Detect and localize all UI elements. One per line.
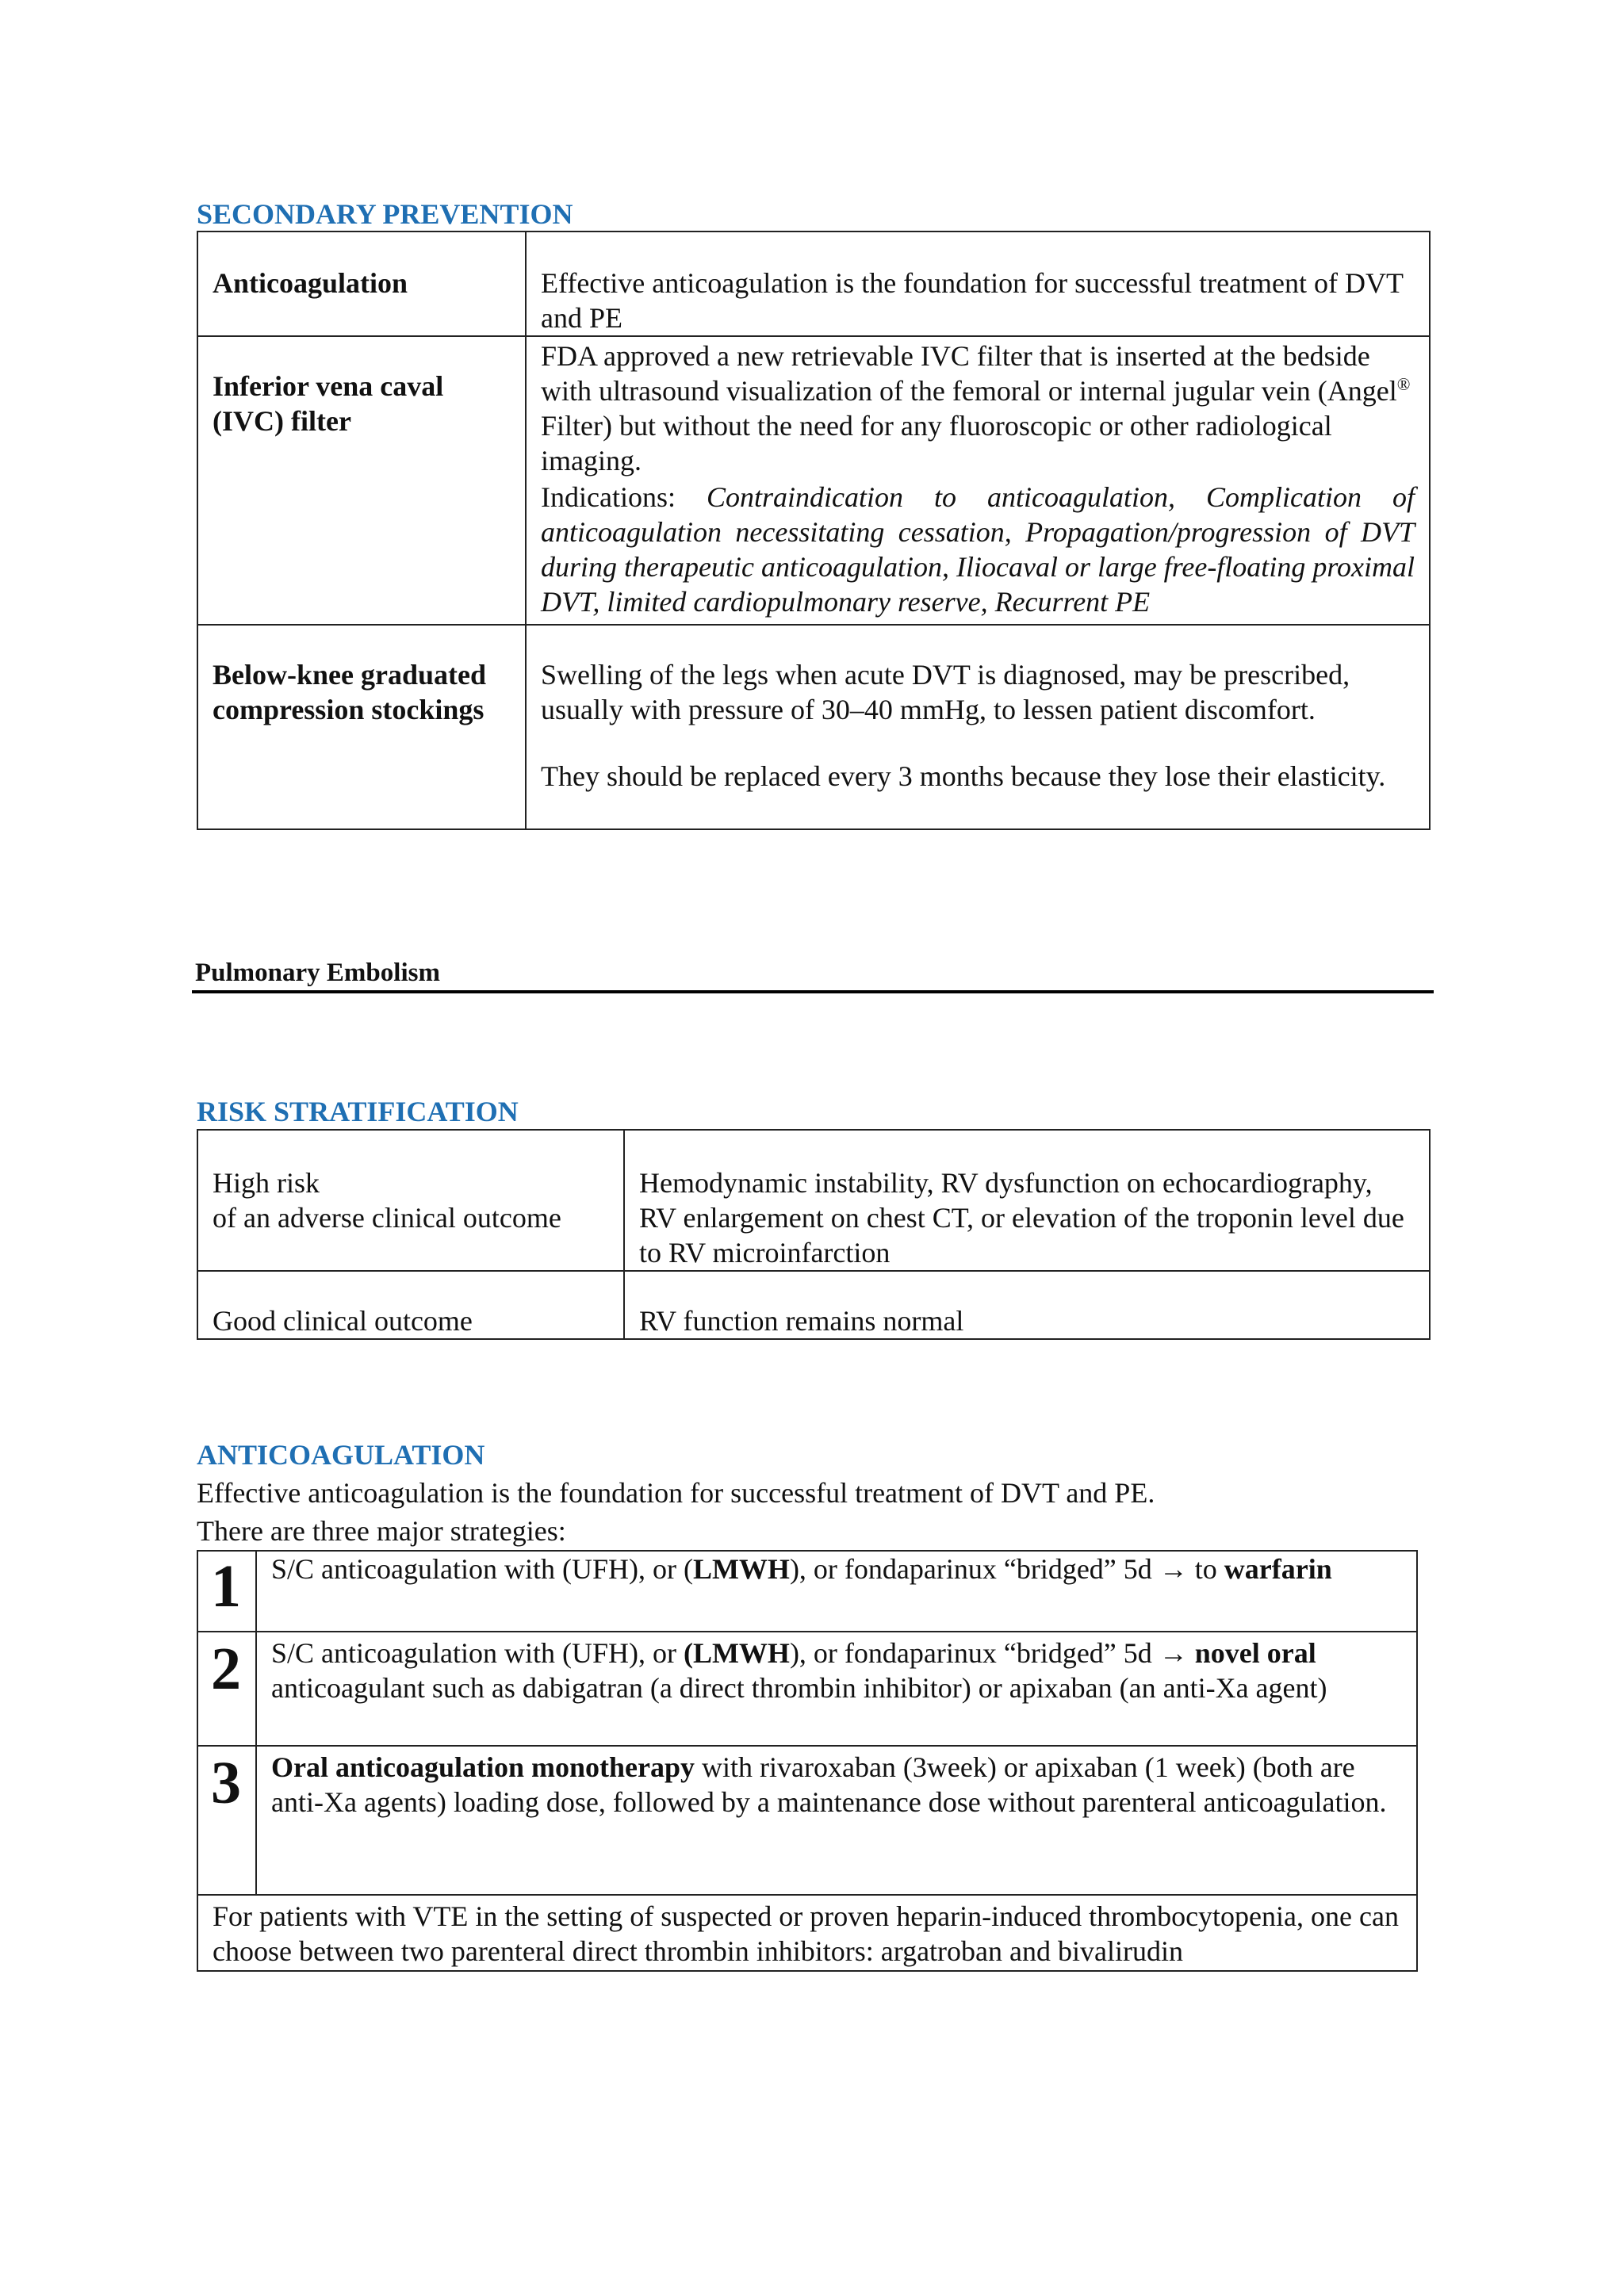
ivc-text-part: Filter) but without the need for any fluoroscopic or other radiological imaging. xyxy=(541,410,1332,476)
arrow-icon: → xyxy=(1159,1637,1188,1669)
row-label-text: Inferior vena caval (IVC) filter xyxy=(213,370,444,437)
row-text: Hemodynamic instability, RV dysfunction on echocardiography, RV enlargement on chest CT, or elevation of the troponin level due to RV microinfarction xyxy=(639,1167,1404,1269)
strategy-text-part: anticoagulant such as dabigatran (a direct thrombin inhibitor) or apixaban (an anti-Xa agent) xyxy=(271,1672,1327,1704)
footnote-row xyxy=(197,1895,1417,1971)
pulmonary-embolism-title: Pulmonary Embolism xyxy=(195,959,440,987)
strategy-text-bold: LMWH xyxy=(692,1553,790,1585)
strategy-text-bold: novel oral xyxy=(1194,1637,1316,1669)
strategy-number: 3 xyxy=(197,1746,256,1895)
anticoagulation-intro: There are three major strategies: xyxy=(197,1515,566,1547)
row-text: Swelling of the legs when acute DVT is diagnosed, may be prescribed, usually with pressure of 30–40 mmHg, to lessen patient discomfort. xyxy=(541,659,1350,725)
row-label-line: of an adverse clinical outcome xyxy=(213,1202,561,1234)
row-label-line: High risk xyxy=(213,1167,320,1199)
row-label xyxy=(197,1130,624,1271)
indications-label: Indications: xyxy=(541,481,707,513)
indications-list: Contraindication to anticoagulation, Complication of anticoagulation necessitating cessation, Propagation/progression of DVT during therapeutic anticoagulation, Iliocaval or large free-floating proximal DVT, limited cardiopulmonary reserve, Recurrent PE xyxy=(541,481,1415,618)
footnote-text xyxy=(197,1895,1417,1971)
anticoagulation-strategies-table xyxy=(197,1550,1418,1972)
row-label xyxy=(197,336,526,625)
strategy-number: 1 xyxy=(197,1551,256,1632)
row-text: RV function remains normal xyxy=(639,1305,964,1337)
ivc-text-part: FDA approved a new retrievable IVC filter that is inserted at the bedside with ultrasound visualization of the femoral or internal jugular vein (Angel xyxy=(541,340,1397,407)
strategy-text-bold: Oral anticoagulation monotherapy xyxy=(271,1751,695,1783)
section-heading-secondary-prevention: SECONDARY PREVENTION xyxy=(197,198,573,230)
row-content xyxy=(526,625,1430,829)
strategy-text-part: S/C anticoagulation with (UFH), or ( xyxy=(271,1553,693,1585)
row-content xyxy=(526,232,1430,336)
row-label-text: Anticoagulation xyxy=(213,267,408,299)
registered-mark: ® xyxy=(1396,374,1411,394)
ivc-filter-description xyxy=(541,339,1415,478)
row-content xyxy=(624,1130,1430,1271)
strategy-text xyxy=(256,1746,1417,1895)
table-row xyxy=(197,232,1430,336)
strategy-text-part xyxy=(1188,1637,1195,1669)
row-label xyxy=(197,1271,624,1339)
strategy-text-part: with rivaroxaban (3week) or apixaban (1 week) (both are anti-Xa agents) loading dose, followed by a maintenance dose without parenteral anticoagulation. xyxy=(271,1751,1387,1818)
title-underline xyxy=(192,990,1434,993)
strategy-text-bold: (LMWH xyxy=(683,1637,790,1669)
table-row xyxy=(197,1271,1430,1339)
strategy-text xyxy=(256,1551,1417,1632)
strategy-row xyxy=(197,1632,1417,1746)
anticoagulation-intro: Effective anticoagulation is the foundation for successful treatment of DVT and PE. xyxy=(197,1477,1155,1509)
risk-stratification-table xyxy=(197,1129,1431,1340)
section-heading-risk-stratification: RISK STRATIFICATION xyxy=(197,1096,519,1127)
arrow-icon: → xyxy=(1159,1553,1188,1585)
table-row xyxy=(197,1130,1430,1271)
row-label-text: Below-knee graduated compression stockings xyxy=(213,659,486,725)
footnote-text-content: For patients with VTE in the setting of suspected or proven heparin-induced thrombocytopenia, one can choose between two parenteral direct thrombin inhibitors: argatroban and bivalirudin xyxy=(213,1900,1399,1967)
row-text: They should be replaced every 3 months because they lose their elasticity. xyxy=(541,760,1386,792)
strategy-text-part: ), or fondaparinux “bridged” 5d xyxy=(789,1637,1159,1669)
strategy-text xyxy=(256,1632,1417,1746)
strategy-text-part: ), or fondaparinux “bridged” 5d xyxy=(789,1553,1159,1585)
row-label xyxy=(197,625,526,829)
secondary-prevention-table xyxy=(197,231,1431,830)
table-row xyxy=(197,625,1430,829)
section-heading-anticoagulation: ANTICOAGULATION xyxy=(197,1439,485,1471)
row-content xyxy=(526,336,1430,625)
strategy-row xyxy=(197,1746,1417,1895)
strategy-text-bold: warfarin xyxy=(1224,1553,1332,1585)
strategy-text-part: S/C anticoagulation with (UFH), or xyxy=(271,1637,684,1669)
row-content xyxy=(624,1271,1430,1339)
row-text: Effective anticoagulation is the foundation for successful treatment of DVT and PE xyxy=(541,267,1404,334)
strategy-number: 2 xyxy=(197,1632,256,1746)
row-label xyxy=(197,232,526,336)
strategy-row xyxy=(197,1551,1417,1632)
table-row xyxy=(197,336,1430,625)
ivc-indications xyxy=(541,480,1415,619)
row-label-line: Good clinical outcome xyxy=(213,1305,473,1337)
strategy-text-part: to xyxy=(1187,1553,1224,1585)
